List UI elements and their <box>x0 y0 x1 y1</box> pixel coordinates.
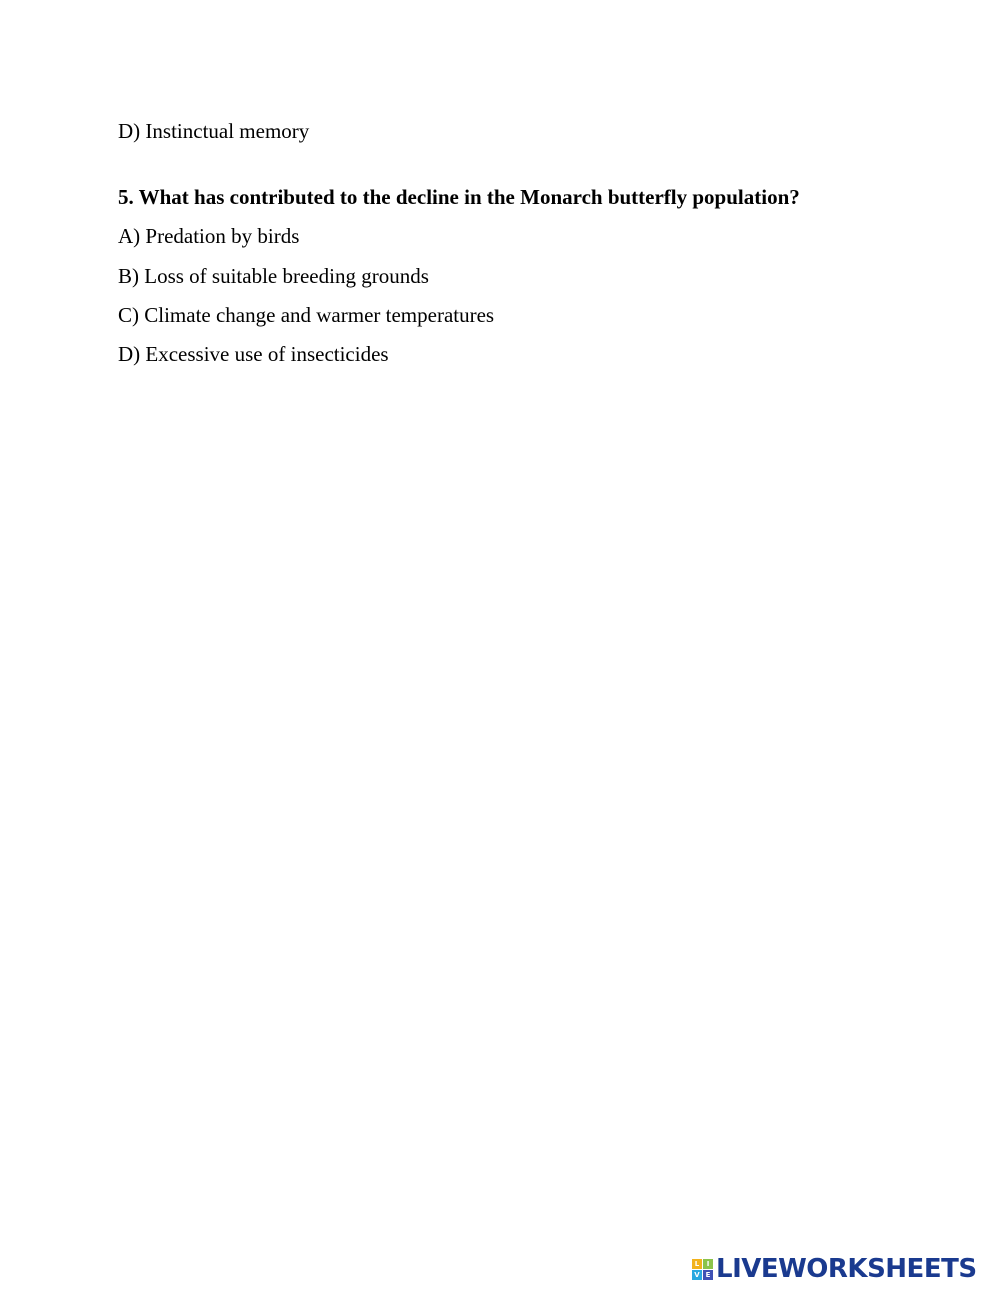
logo-letter-l: L <box>692 1259 702 1269</box>
liveworksheets-logo-icon <box>692 1259 713 1280</box>
previous-question-option-d: D) Instinctual memory <box>118 119 310 143</box>
liveworksheets-logo-text: LIVEWORKSHEETS <box>716 1254 977 1284</box>
logo-letter-e: E <box>703 1270 713 1280</box>
liveworksheets-logo <box>692 1254 977 1284</box>
question-5-option-d: D) Excessive use of insecticides <box>118 342 389 366</box>
logo-letter-i: I <box>703 1259 713 1269</box>
logo-letter-v: V <box>692 1270 702 1280</box>
question-5-option-b: B) Loss of suitable breeding grounds <box>118 264 429 288</box>
question-5-prompt: 5. What has contributed to the decline in the Monarch butterfly population? <box>118 185 800 209</box>
question-5-option-c: C) Climate change and warmer temperatures <box>118 303 495 327</box>
question-5-option-a: A) Predation by birds <box>118 224 300 248</box>
